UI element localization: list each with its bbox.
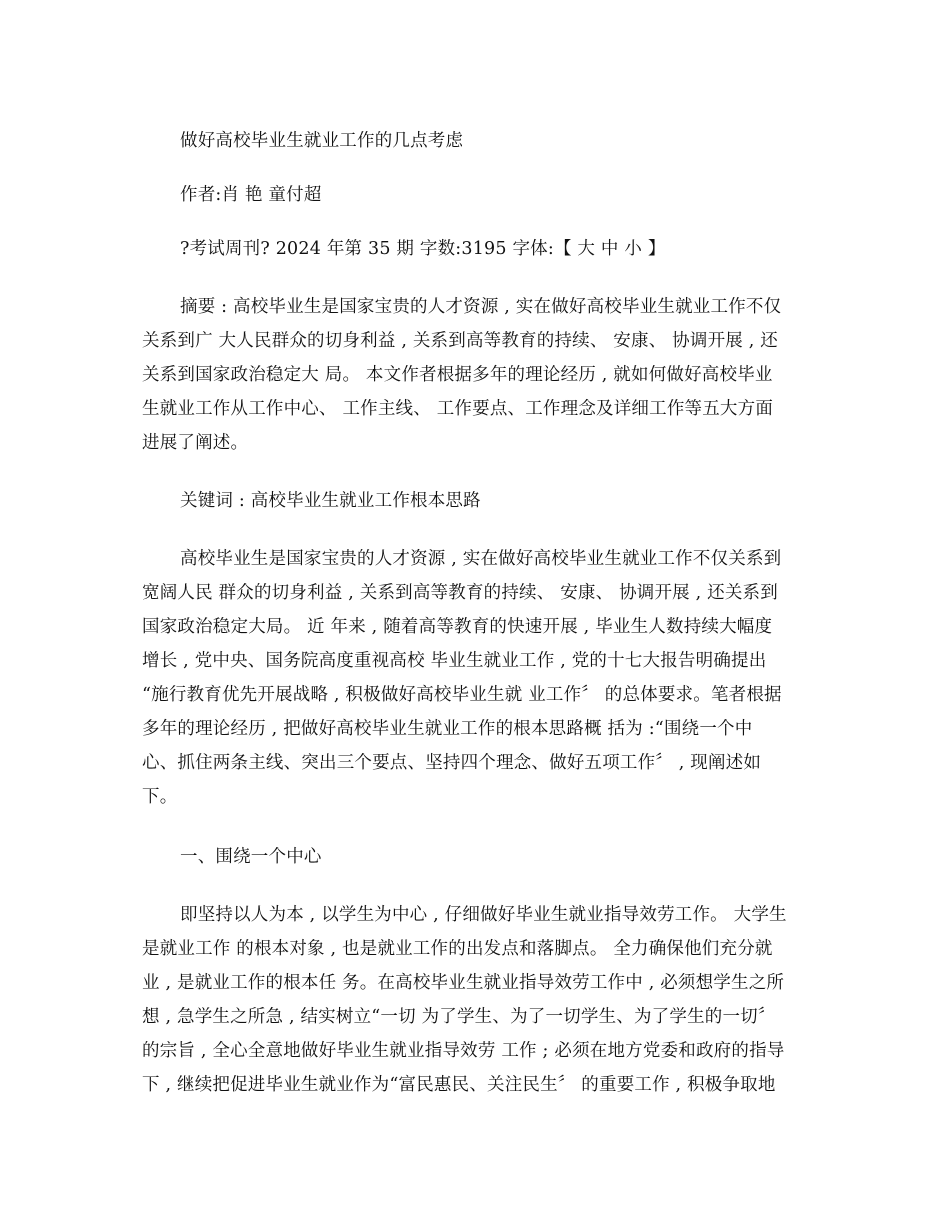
intro-line: 高校毕业生是国家宝贵的人才资源 , 实在做好高校毕业生就业工作不仅关系到 xyxy=(180,549,782,569)
abstract-paragraph xyxy=(142,290,812,460)
author-line: 作者:肖 艳 童付超 xyxy=(180,185,322,205)
section-line: 即坚持以人为本 , 以学生为中心 , 仔细做好毕业生就业指导效劳工作。 大学生 xyxy=(180,905,787,925)
keywords-line: 关键词 : 高校毕业生就业工作根本思路 xyxy=(180,491,481,511)
section-line: 是就业工作 的根本对象 , 也是就业工作的出发点和落脚点。 全力确保他们充分就 xyxy=(142,939,773,959)
section-line: 业 , 是就业工作的根本任 务。在高校毕业生就业指导效劳工作中 , 必须想学生之所 xyxy=(142,973,785,993)
abstract-line: 生就业工作从工作中心、 工作主线、 工作要点、工作理念及详细工作等五大方面 xyxy=(142,399,774,419)
intro-line: 宽阔人民 群众的切身利益 , 关系到高等教育的持续、 安康、 协调开展 , 还关系到 xyxy=(142,583,778,603)
intro-line: “施行教育优先开展战略 , 积极做好高校毕业生就 业工作〞 的总体要求。笔者根据 xyxy=(142,685,782,705)
section-line: 下 , 继续把促进毕业生就业作为“富民惠民、关注民生〞 的重要工作 , 积极争取地 xyxy=(142,1075,776,1095)
section-line: 想 , 急学生之所急 , 结实树立“一切 为了学生、为了一切学生、为了学生的一切〞 xyxy=(142,1007,776,1027)
intro-line: 国家政治稳定大局。 近 年来 , 随着高等教育的快速开展 , 毕业生人数持续大幅度 xyxy=(142,617,773,637)
publication-meta: ?考试周刊? 2024 年第 35 期 字数:3195 字体:【 大 中 小 】 xyxy=(180,239,666,259)
section-heading: 一、围绕一个中心 xyxy=(180,847,322,867)
abstract-line: 摘要 : 高校毕业生是国家宝贵的人才资源 , 实在做好高校毕业生就业工作不仅 xyxy=(180,297,782,317)
abstract-line: 进展了阐述。 xyxy=(142,433,249,453)
document-body xyxy=(142,124,812,1102)
section-paragraph xyxy=(142,898,812,1102)
intro-line: 多年的理论经历 , 把做好高校毕业生就业工作的根本思路概 括为 :“围绕一个中 xyxy=(142,719,753,739)
section-line: 的宗旨 , 全心全意地做好毕业生就业指导效劳 工作 ; 必须在地方党委和政府的指导 xyxy=(142,1041,785,1061)
document-title: 做好高校毕业生就业工作的几点考虑 xyxy=(180,131,464,151)
abstract-line: 关系到广 大人民群众的切身利益 , 关系到高等教育的持续、 安康、 协调开展 , 还 xyxy=(142,331,778,351)
intro-line: 下。 xyxy=(142,787,178,807)
intro-line: 增长 , 党中央、国务院高度重视高校 毕业生就业工作 , 党的十七大报告明确提出 xyxy=(142,651,767,671)
intro-paragraph xyxy=(142,542,812,814)
abstract-line: 关系到国家政治稳定大 局。 本文作者根据多年的理论经历 , 就如何做好高校毕业 xyxy=(142,365,773,385)
intro-line: 心、抓住两条主线、突出三个要点、坚持四个理念、做好五项工作〞 , 现阐述如 xyxy=(142,753,762,773)
